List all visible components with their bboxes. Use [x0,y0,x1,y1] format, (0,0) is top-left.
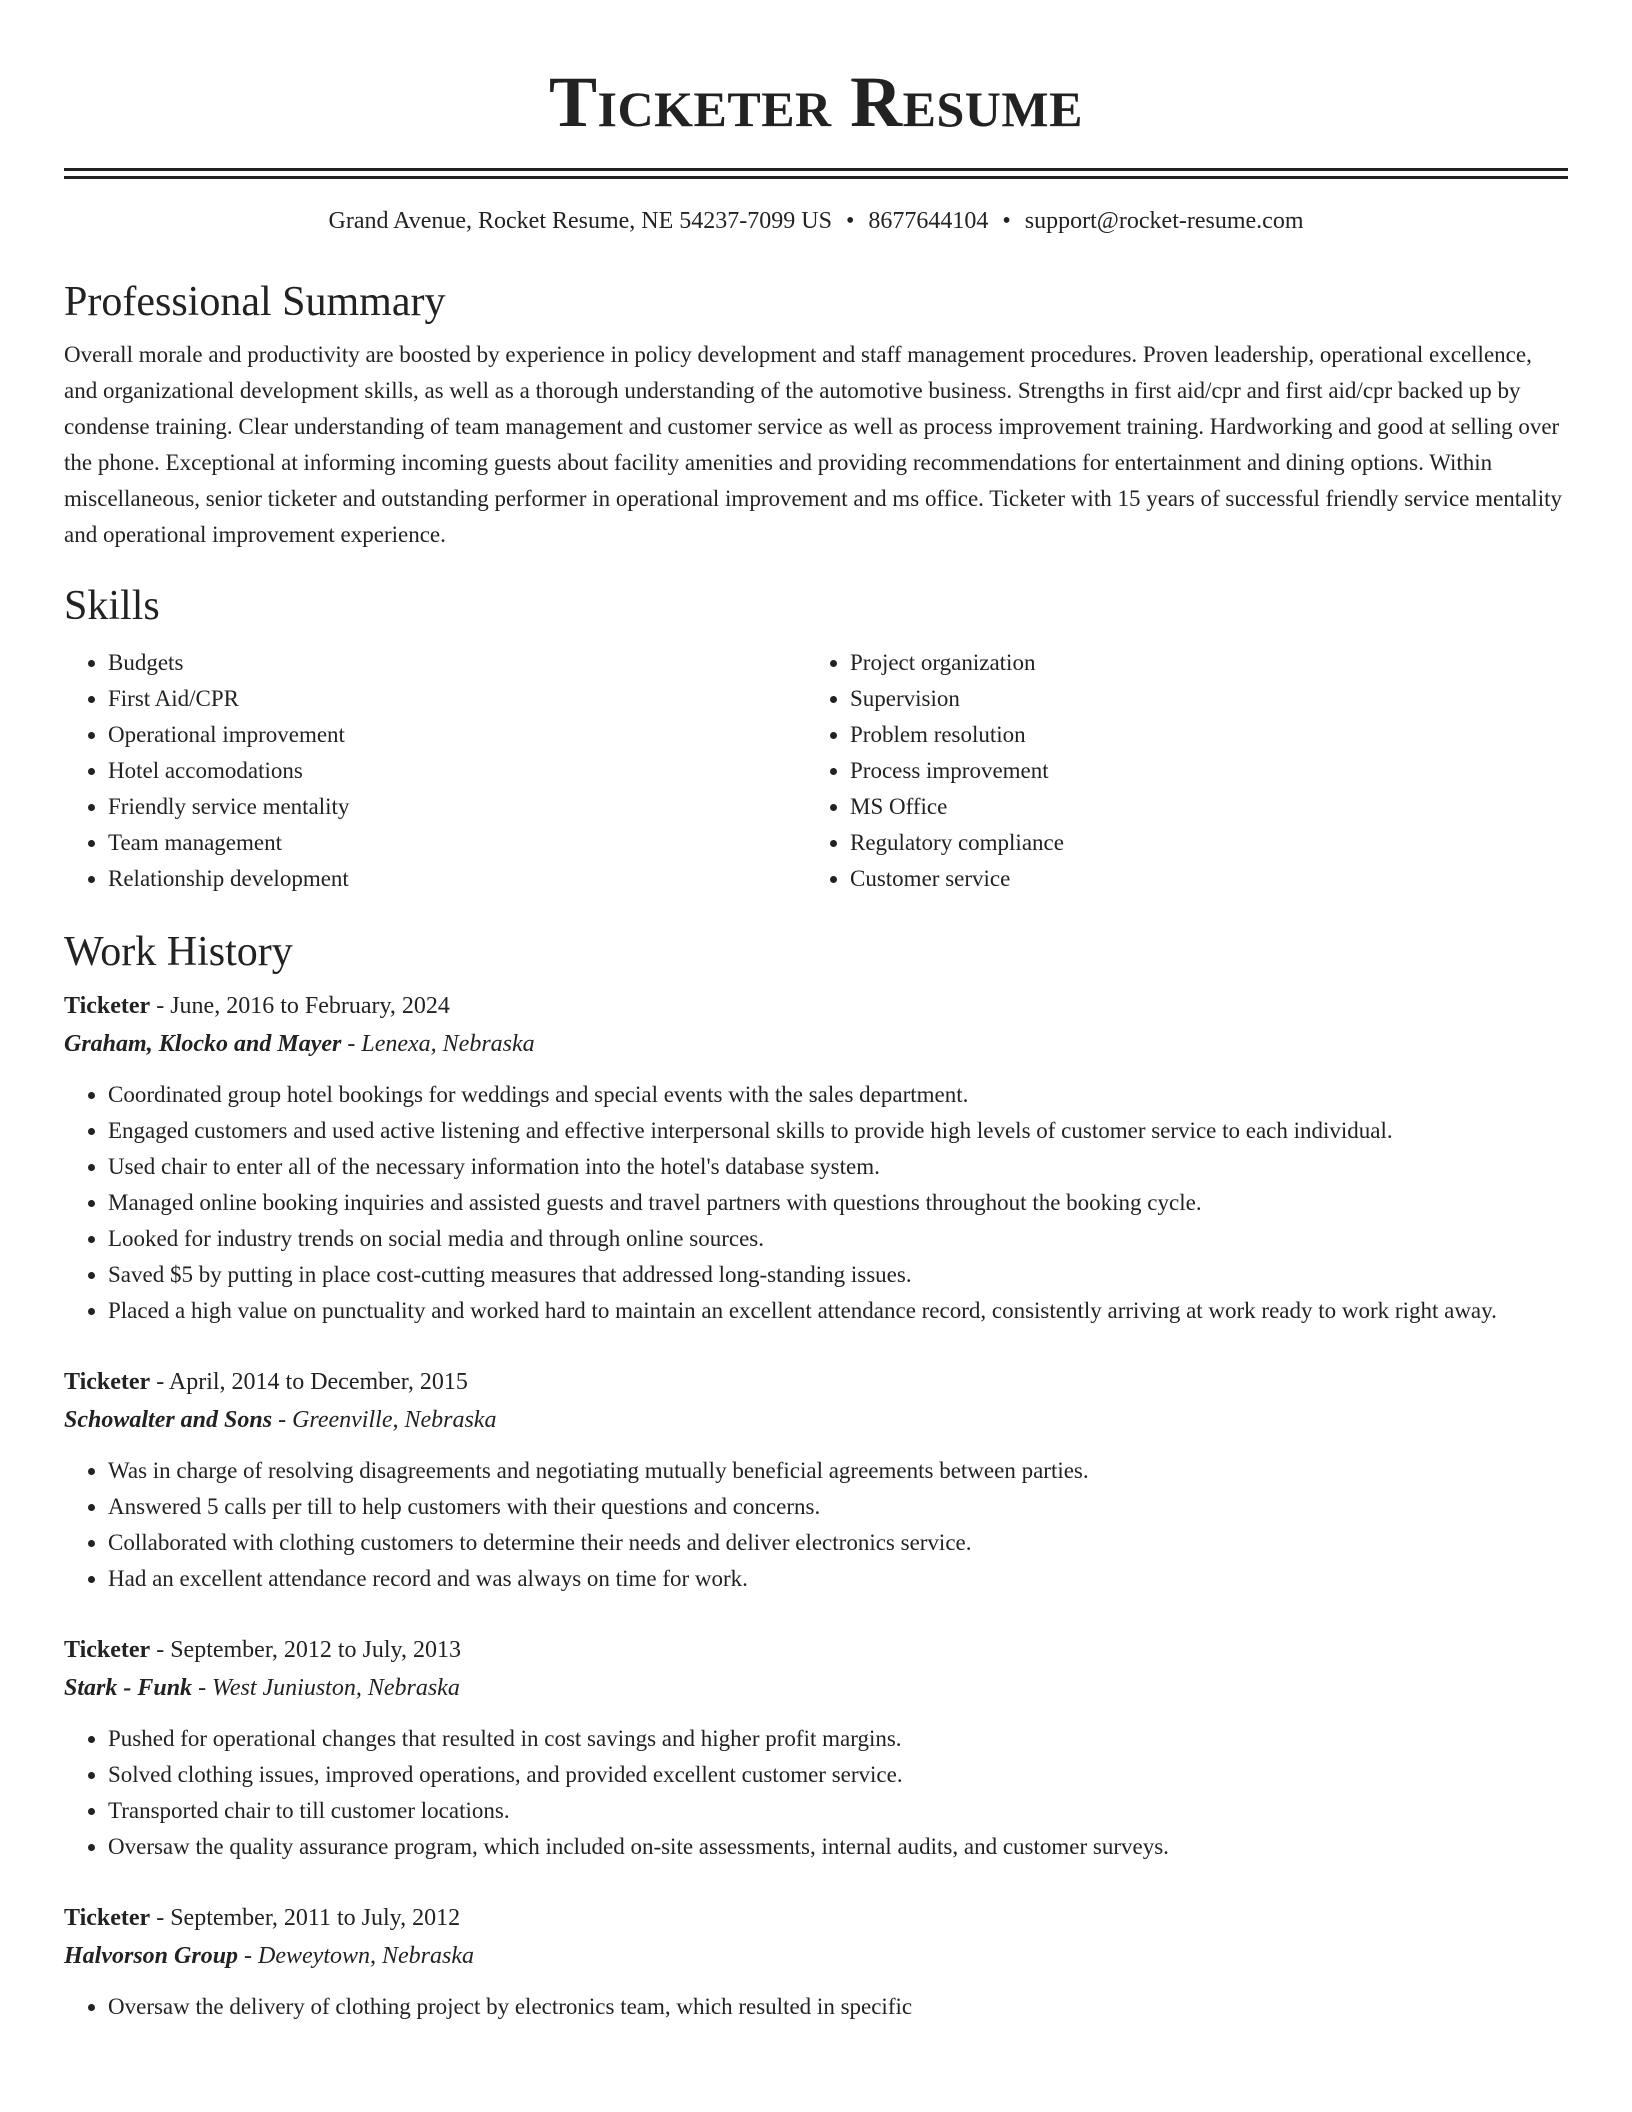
job-location: - West Juniuston, Nebraska [192,1675,460,1701]
job-bullet: • Solved clothing issues, improved operations, and provided excellent customer service. [108,1757,1568,1793]
job-dates: - April, 2014 to December, 2015 [150,1369,468,1395]
job-bullets [64,1077,1568,1329]
job-bullet: • Oversaw the delivery of clothing project by electronics team, which resulted in specific [108,1989,1568,2025]
job-bullet: • Saved $5 by putting in place cost-cutting measures that addressed long-standing issues. [108,1257,1568,1293]
contact-separator: • [1002,208,1011,234]
job-bullet: • Engaged customers and used active listening and effective interpersonal skills to provide high levels of customer service to each individual. [108,1113,1568,1149]
skill-item: • First Aid/CPR [108,681,806,717]
job-company-line [64,1025,1568,1063]
job-bullet: • Was in charge of resolving disagreements and negotiating mutually beneficial agreements between parties. [108,1453,1568,1489]
skill-item: • Budgets [108,645,806,681]
job-bullets [64,1453,1568,1597]
skill-item: • Hotel accomodations [108,753,806,789]
job-company: Stark - Funk [64,1675,193,1701]
job-bullet: • Pushed for operational changes that resulted in cost savings and higher profit margins. [108,1721,1568,1757]
job-company-line [64,1669,1568,1707]
skills-column-left [64,645,806,897]
work-history-heading: Work History [64,929,293,975]
summary-text: Overall morale and productivity are boosted by experience in policy development and staff management procedures. Proven leadership, operational excellence, and organizational development skills, as well as a thorough understanding of the automotive business. Strengths in first aid/cpr and first aid/cpr backed up by condense training. Clear understanding of team management and customer service as well as process improvement training. Hardworking and good at selling over the phone. Exceptional at informing incoming guests about facility amenities and providing recommendations for entertainment and dining options. Within miscellaneous, senior ticketer and outstanding performer in operational improvement and ms office. Ticketer with 15 years of successful friendly service mentality and operational improvement experience. [64,342,1562,547]
contact-line [64,205,1568,237]
skills-heading: Skills [64,583,160,629]
contact-phone: 8677644104 [868,208,989,234]
contact-email: support@rocket-resume.com [1024,208,1304,234]
job-title-line [64,987,1568,1025]
skill-item: • Process improvement [850,753,1548,789]
job-title: Ticketer [64,1905,151,1931]
job-bullet: • Managed online booking inquiries and assisted guests and travel partners with questions throughout the booking cycle. [108,1185,1568,1221]
job-entry [64,987,1568,1329]
skill-item: • MS Office [850,789,1548,825]
job-entry [64,1363,1568,1597]
job-entry [64,1899,1568,2025]
job-dates: - September, 2011 to July, 2012 [150,1905,461,1931]
job-title-line [64,1899,1568,1937]
skill-item: • Operational improvement [108,717,806,753]
job-bullet: • Oversaw the quality assurance program, which included on-site assessments, internal audits, and customer surveys. [108,1829,1568,1865]
job-location: - Deweytown, Nebraska [238,1943,475,1969]
skill-item: • Supervision [850,681,1548,717]
job-company: Schowalter and Sons [64,1407,273,1433]
job-bullet: • Had an excellent attendance record and was always on time for work. [108,1561,1568,1597]
job-bullets [64,1989,1568,2025]
resume-page [64,0,1568,2025]
skills-column-right [806,645,1548,897]
contact-separator: • [845,208,855,234]
job-bullet: • Answered 5 calls per till to help customers with their questions and concerns. [108,1489,1568,1525]
skills-list [64,645,1568,897]
skill-item: • Problem resolution [850,717,1548,753]
job-bullet: • Placed a high value on punctuality and worked hard to maintain an excellent attendance record, consistently arriving at work ready to work right away. [108,1293,1568,1329]
job-company: Graham, Klocko and Mayer [64,1031,342,1057]
job-company: Halvorson Group [64,1943,239,1969]
job-title: Ticketer [64,1637,151,1663]
job-bullet: • Used chair to enter all of the necessary information into the hotel's database system. [108,1149,1568,1185]
job-location: - Greenville, Nebraska [272,1407,497,1433]
resume-title: Ticketer Resume [549,62,1083,142]
job-location: - Lenexa, Nebraska [341,1031,535,1057]
job-dates: - June, 2016 to February, 2024 [150,993,450,1019]
job-company-line [64,1937,1568,1975]
job-bullet: • Coordinated group hotel bookings for weddings and special events with the sales department. [108,1077,1568,1113]
skill-item: • Team management [108,825,806,861]
skill-item: • Relationship development [108,861,806,897]
job-bullet: • Collaborated with clothing customers to determine their needs and deliver electronics service. [108,1525,1568,1561]
job-title-line [64,1363,1568,1401]
job-entry [64,1631,1568,1865]
job-dates: - September, 2012 to July, 2013 [150,1637,461,1663]
skill-item: • Regulatory compliance [850,825,1548,861]
job-title-line [64,1631,1568,1669]
job-title: Ticketer [64,1369,151,1395]
job-company-line [64,1401,1568,1439]
title-double-rule [64,168,1568,179]
summary-heading: Professional Summary [64,279,446,325]
skill-item: • Project organization [850,645,1548,681]
skill-item: • Friendly service mentality [108,789,806,825]
job-bullets [64,1721,1568,1865]
job-bullet: • Looked for industry trends on social media and through online sources. [108,1221,1568,1257]
skill-item: • Customer service [850,861,1548,897]
job-title: Ticketer [64,993,151,1019]
contact-address: Grand Avenue, Rocket Resume, NE 54237-7099 US [328,208,832,234]
job-bullet: • Transported chair to till customer locations. [108,1793,1568,1829]
